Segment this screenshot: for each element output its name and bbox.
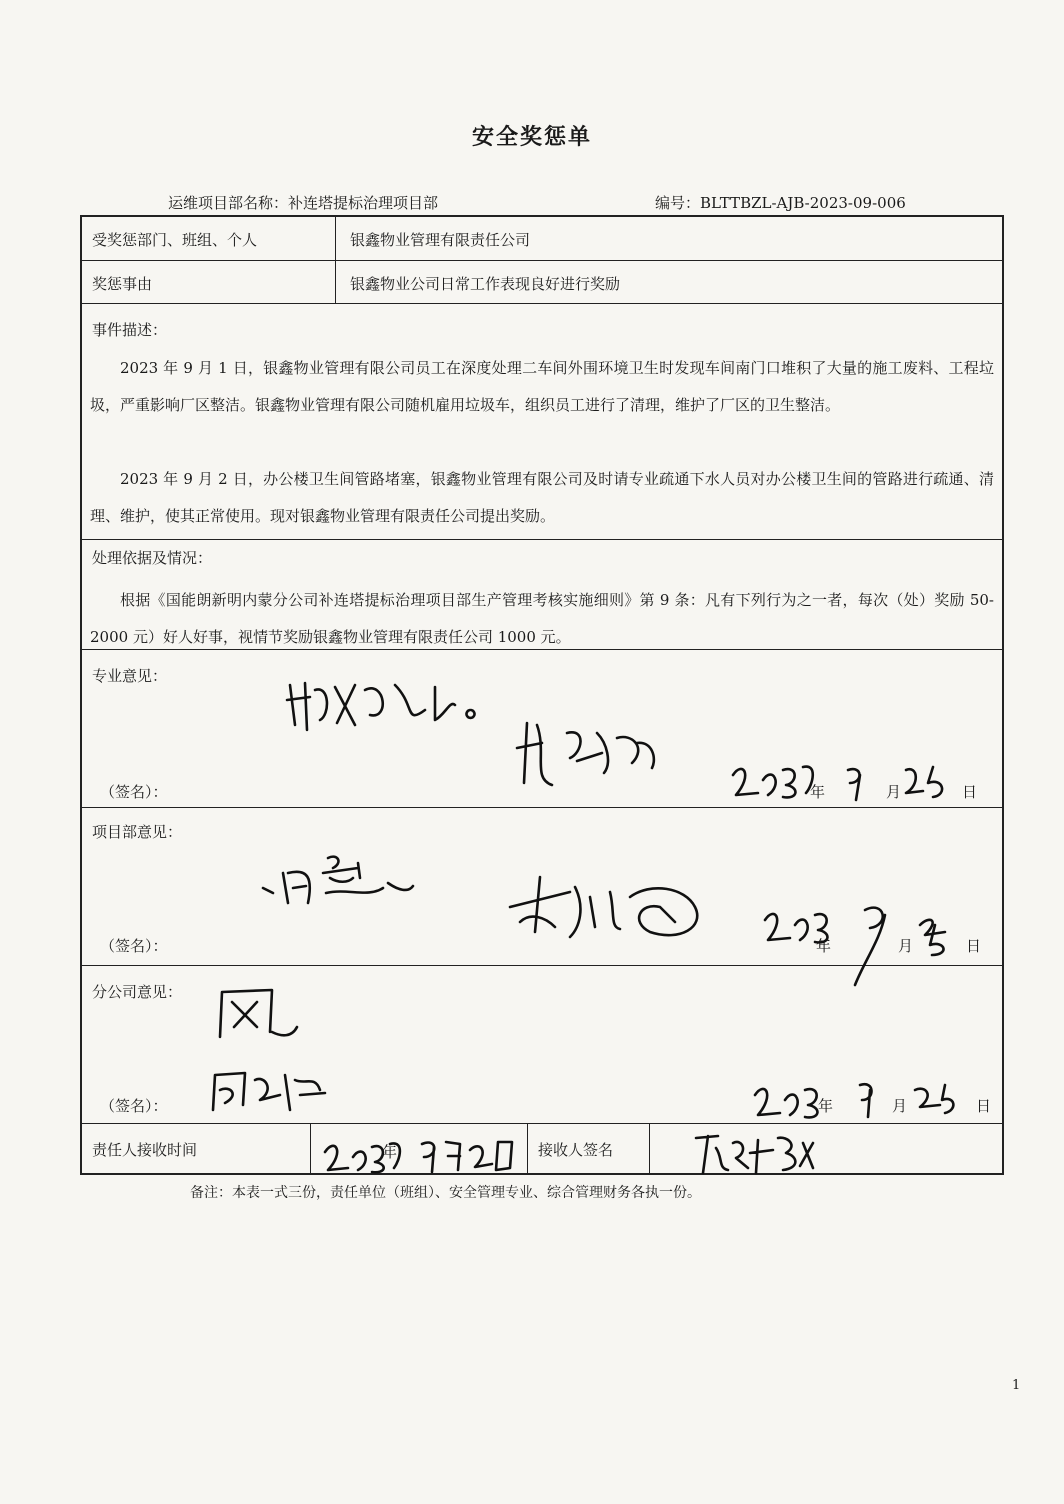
description-label: 事件描述： [92, 321, 168, 339]
description-paragraph-1: 2023 年 9 月 1 日，银鑫物业管理有限公司员工在深度处理二车间外围环境卫生时发现车间南门口堆积了大量的施工废料、工程垃圾，严重影响厂区整洁。银鑫物业管理有限公司随机雇用垃圾车，组织员工进行了清理，维护了厂区的卫生整洁。 [90, 359, 994, 414]
dept-name-label: 运维项目部名称： [168, 194, 289, 212]
reason-label: 奖惩事由 [92, 275, 153, 293]
project-year-char: 年 [816, 937, 832, 955]
row-divider [82, 1123, 1002, 1124]
column-divider [335, 217, 336, 303]
branch-date-handwriting [750, 1075, 980, 1120]
project-month-char: 月 [898, 937, 914, 955]
branch-signature [205, 1065, 335, 1120]
professional-sign-label: （签名）： [100, 783, 168, 801]
receipt-time-label: 责任人接收时间 [92, 1141, 198, 1159]
branch-year-char: 年 [818, 1097, 834, 1115]
document-number-value: BLTTBZL-AJB-2023-09-006 [700, 194, 906, 212]
receiver-signature [688, 1128, 828, 1178]
branch-opinion-handwriting [212, 982, 302, 1042]
reason-value: 银鑫物业公司日常工作表现良好进行奖励 [350, 275, 621, 293]
branch-month-char: 月 [892, 1097, 908, 1115]
basis-text: 根据《国能朗新明内蒙分公司补连塔提标治理项目部生产管理考核实施细则》第 9 条：凡有下列行为之一者，每次（处）奖励 50-2000 元）好人好事，视情节奖励银鑫物业管理有限责任公司 1000 元。 [90, 591, 994, 646]
footer-note: 备注：本表一式三份，责任单位（班组）、安全管理专业、综合管理财务各执一份。 [190, 1185, 701, 1201]
row-divider [82, 539, 1002, 540]
receipt-year-char: 年 [382, 1143, 398, 1161]
dept-name-value: 补连塔提标治理项目部 [288, 194, 439, 212]
dept-name-line [168, 192, 438, 213]
document-number-label: 编号： [655, 194, 701, 212]
professional-date-handwriting [728, 755, 988, 805]
row-divider [82, 303, 1002, 304]
professional-opinion-label: 专业意见： [92, 667, 168, 685]
project-day-char: 日 [966, 937, 982, 955]
column-divider [649, 1123, 650, 1175]
project-sign-label: （签名）： [100, 937, 168, 955]
receipt-date-handwriting [320, 1132, 530, 1177]
document-title: 安全奖惩单 [471, 125, 592, 150]
professional-day-char: 日 [962, 783, 978, 801]
basis-label: 处理依据及情况： [92, 549, 213, 567]
professional-signature [512, 713, 672, 793]
recipient-label: 受奖惩部门、班组、个人 [92, 231, 258, 249]
row-divider [82, 807, 1002, 808]
professional-opinion-handwriting [285, 675, 485, 735]
project-signature [500, 867, 730, 947]
professional-year-char: 年 [810, 783, 826, 801]
recipient-value: 银鑫物业管理有限责任公司 [350, 231, 531, 249]
project-date-handwriting [760, 900, 980, 990]
column-divider [310, 1123, 311, 1175]
project-opinion-label: 项目部意见： [92, 823, 183, 841]
document-number-line [655, 192, 906, 213]
branch-sign-label: （签名）： [100, 1097, 168, 1115]
branch-opinion-label: 分公司意见： [92, 983, 183, 1001]
row-divider [82, 260, 1002, 261]
professional-month-char: 月 [886, 783, 902, 801]
description-paragraph-2: 2023 年 9 月 2 日，办公楼卫生间管路堵塞，银鑫物业管理有限公司及时请专业疏通下水人员对办公楼卫生间的管路进行疏通、清理、维护，使其正常使用。现对银鑫物业管理有限责任公司提出奖励。 [90, 470, 994, 525]
project-opinion-handwriting [258, 848, 418, 918]
receiver-sign-label: 接收人签名 [538, 1141, 614, 1159]
branch-day-char: 日 [976, 1097, 992, 1115]
page-number: 1 [1012, 1378, 1021, 1393]
